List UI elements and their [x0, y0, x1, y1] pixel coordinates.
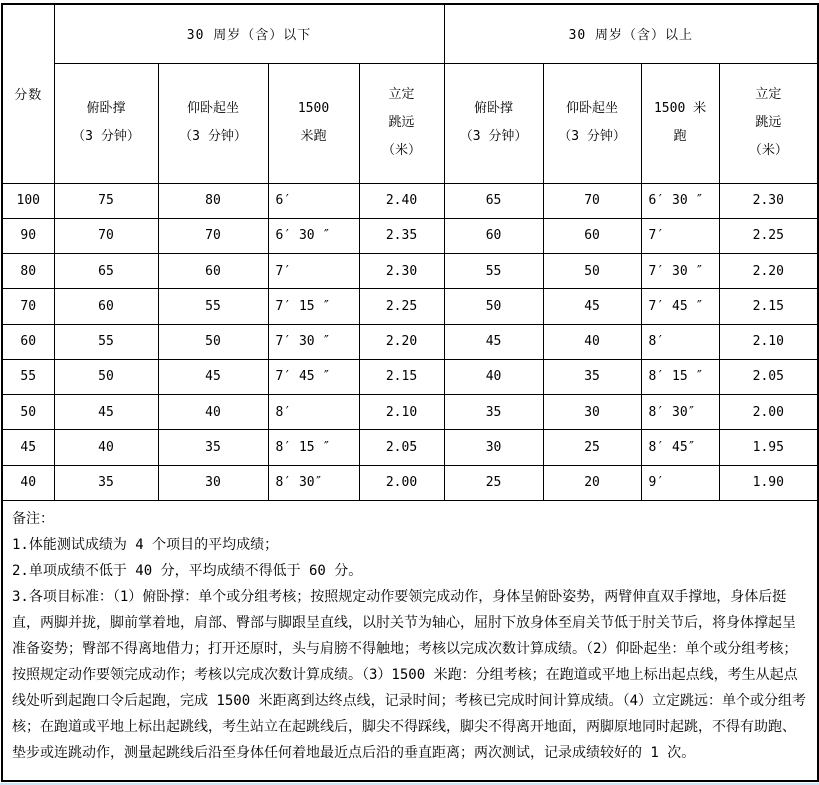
value-cell: 70 [54, 218, 158, 253]
score-cell: 45 [2, 430, 54, 465]
score-cell: 40 [2, 465, 54, 500]
notes-item-2: 2.单项成绩不低于 40 分，平均成绩不得低于 60 分。 [12, 562, 363, 579]
value-cell: 50 [444, 289, 543, 324]
table-row [2, 218, 818, 253]
value-cell: 50 [158, 324, 268, 359]
value-cell: 7′ 15 ″ [268, 289, 359, 324]
value-cell: 45 [444, 324, 543, 359]
value-cell: 65 [54, 254, 158, 289]
value-cell: 8′ [268, 395, 359, 430]
value-cell: 7′ 45 ″ [641, 289, 719, 324]
value-cell: 2.10 [719, 324, 818, 359]
value-cell: 55 [54, 324, 158, 359]
col-header-situp-under30 [158, 63, 268, 183]
value-cell: 2.00 [719, 395, 818, 430]
col-header-line: （米） [382, 143, 422, 158]
col-header-line: （米） [748, 143, 788, 158]
value-cell: 20 [543, 465, 641, 500]
col-header-run1500-over30 [641, 63, 719, 183]
col-header-line: （3 分钟） [558, 129, 626, 144]
value-cell: 2.15 [359, 359, 444, 394]
notes-row [2, 500, 818, 781]
score-cell: 50 [2, 395, 54, 430]
notes-title: 备注： [12, 510, 54, 527]
notes-cell [2, 500, 818, 781]
score-table-body [2, 183, 818, 500]
col-header-situp-over30 [543, 63, 641, 183]
col-header-line: （3 分钟） [179, 129, 247, 144]
value-cell: 8′ 15 ″ [641, 359, 719, 394]
value-cell: 7′ [268, 254, 359, 289]
group-header-over30: 30 周岁（含）以上 [444, 4, 818, 63]
score-cell: 60 [2, 324, 54, 359]
score-column-header: 分数 [2, 4, 54, 183]
table-row [2, 254, 818, 289]
value-cell: 35 [54, 465, 158, 500]
value-cell: 50 [543, 254, 641, 289]
value-cell: 35 [543, 359, 641, 394]
col-header-line: 立定 [388, 87, 415, 102]
score-cell: 80 [2, 254, 54, 289]
value-cell: 2.00 [359, 465, 444, 500]
col-header-line: 仰卧起坐 [566, 101, 619, 116]
value-cell: 60 [54, 289, 158, 324]
score-cell: 100 [2, 183, 54, 218]
value-cell: 2.30 [359, 254, 444, 289]
score-cell: 90 [2, 218, 54, 253]
col-header-line: 俯卧撑 [86, 101, 126, 116]
table-row [2, 289, 818, 324]
value-cell: 25 [444, 465, 543, 500]
value-cell: 8′ 15 ″ [268, 430, 359, 465]
value-cell: 30 [543, 395, 641, 430]
notes-item-3: 3.各项目标准：（1）俯卧撑：单个或分组考核；按照规定动作要领完成动作，身体呈俯卧姿势，两臂伸直双手撑地，身体后挺直，两脚并拢，脚前掌着地，肩部、臀部与脚跟呈直线，以肘关节为轴心，屈肘下放身体至肩关节低于肘关节后，将身体撑起呈准备姿势；臀部不得离地借力；打开还原时，头与肩膀不得触地；考核以完成次数计算成绩。（2）仰卧起坐：单个或分组考核；按照规定动作要领完成动作；考核以完成次数计算成绩。（3）1500 米跑：分组考核；在跑道或平地上标出起点线，考生从起点线处听到起跑口令后起跑，完成 1500 米距离到达终点线，记录时间；考核已完成时间计算成绩。（4）立定跳远：单个或分组考核；在跑道或平地上标出起跳线，考生站立在起跳线后，脚尖不得踩线，脚尖不得离开地面，两脚原地同时起跳，不得有助跑、垫步或连跳动作，测量起跳线后沿至身体任何着地最近点后沿的垂直距离；两次测试，记录成绩较好的 1 次。 [12, 588, 806, 761]
value-cell: 6′ 30 ″ [641, 183, 719, 218]
value-cell: 50 [54, 359, 158, 394]
value-cell: 2.40 [359, 183, 444, 218]
value-cell: 30 [158, 465, 268, 500]
value-cell: 6′ [268, 183, 359, 218]
col-header-longjump-over30 [719, 63, 818, 183]
value-cell: 80 [158, 183, 268, 218]
score-cell: 70 [2, 289, 54, 324]
table-row [2, 183, 818, 218]
table-row [2, 324, 818, 359]
notes-item-1: 1.体能测试成绩为 4 个项目的平均成绩； [12, 536, 279, 553]
group-header-row [2, 4, 818, 63]
col-header-line: （3 分钟） [72, 129, 140, 144]
table-row [2, 395, 818, 430]
col-header-line: 仰卧起坐 [186, 101, 239, 116]
value-cell: 45 [54, 395, 158, 430]
value-cell: 8′ [641, 324, 719, 359]
value-cell: 40 [543, 324, 641, 359]
value-cell: 2.20 [719, 254, 818, 289]
col-header-line: 米跑 [300, 129, 327, 144]
value-cell: 25 [543, 430, 641, 465]
table-row [2, 430, 818, 465]
value-cell: 45 [543, 289, 641, 324]
col-header-line: （3 分钟） [459, 129, 528, 144]
value-cell: 7′ [641, 218, 719, 253]
col-header-line: 立定 [755, 87, 782, 102]
col-header-line: 跳远 [388, 115, 415, 130]
col-header-pushup-under30 [54, 63, 158, 183]
value-cell: 60 [158, 254, 268, 289]
value-cell: 40 [158, 395, 268, 430]
score-cell: 55 [2, 359, 54, 394]
fitness-score-table [1, 3, 819, 782]
value-cell: 2.25 [359, 289, 444, 324]
value-cell: 8′ 30″ [268, 465, 359, 500]
value-cell: 6′ 30 ″ [268, 218, 359, 253]
value-cell: 60 [444, 218, 543, 253]
value-cell: 8′ 45″ [641, 430, 719, 465]
value-cell: 2.10 [359, 395, 444, 430]
value-cell: 7′ 45 ″ [268, 359, 359, 394]
value-cell: 2.35 [359, 218, 444, 253]
value-cell: 2.30 [719, 183, 818, 218]
sub-header-row [2, 63, 818, 183]
value-cell: 55 [444, 254, 543, 289]
value-cell: 60 [543, 218, 641, 253]
value-cell: 55 [158, 289, 268, 324]
value-cell: 2.05 [359, 430, 444, 465]
col-header-line: 1500 米 [653, 101, 707, 116]
value-cell: 2.15 [719, 289, 818, 324]
value-cell: 2.05 [719, 359, 818, 394]
value-cell: 65 [444, 183, 543, 218]
value-cell: 2.20 [359, 324, 444, 359]
value-cell: 30 [444, 430, 543, 465]
value-cell: 7′ 30 ″ [268, 324, 359, 359]
table-row [2, 465, 818, 500]
value-cell: 40 [444, 359, 543, 394]
value-cell: 70 [158, 218, 268, 253]
col-header-line: 跳远 [755, 115, 782, 130]
value-cell: 8′ 30″ [641, 395, 719, 430]
table-row [2, 359, 818, 394]
col-header-line: 1500 [297, 101, 330, 116]
value-cell: 35 [158, 430, 268, 465]
value-cell: 2.25 [719, 218, 818, 253]
value-cell: 7′ 30 ″ [641, 254, 719, 289]
value-cell: 75 [54, 183, 158, 218]
value-cell: 45 [158, 359, 268, 394]
group-header-under30: 30 周岁（含）以下 [54, 4, 444, 63]
col-header-pushup-over30 [444, 63, 543, 183]
col-header-run1500-under30 [268, 63, 359, 183]
value-cell: 70 [543, 183, 641, 218]
col-header-line: 跑 [673, 129, 687, 144]
col-header-longjump-under30 [359, 63, 444, 183]
col-header-line: 俯卧撑 [474, 101, 514, 116]
value-cell: 1.95 [719, 430, 818, 465]
value-cell: 1.90 [719, 465, 818, 500]
value-cell: 9′ [641, 465, 719, 500]
value-cell: 40 [54, 430, 158, 465]
value-cell: 35 [444, 395, 543, 430]
